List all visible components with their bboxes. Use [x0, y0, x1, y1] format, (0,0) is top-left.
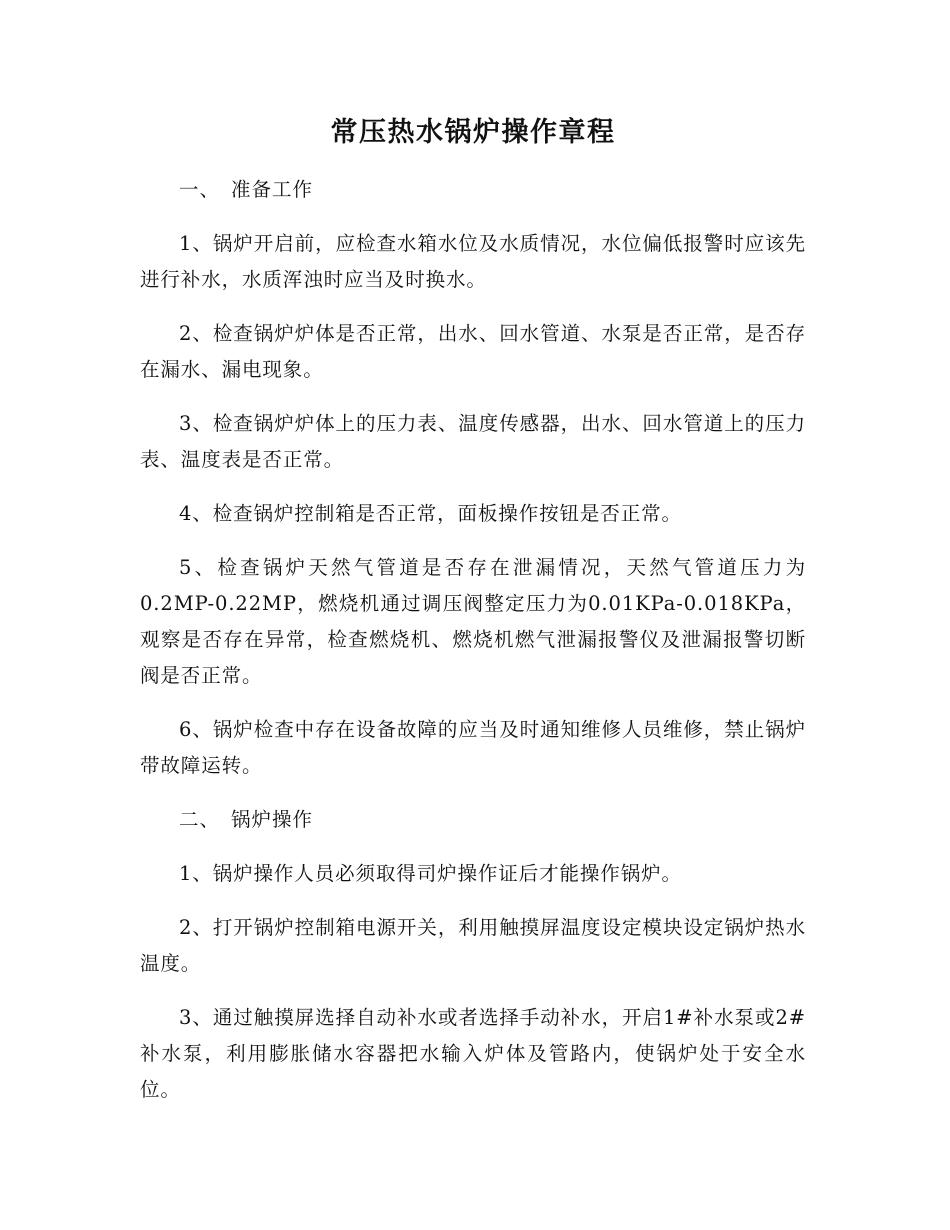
document-page — [140, 108, 806, 1126]
section-preparation — [140, 172, 806, 784]
paragraph: 1、锅炉开启前，应检查水箱水位及水质情况，水位偏低报警时应该先进行补水，水质浑浊时应当及时换水。 — [140, 232, 806, 291]
section-heading — [140, 802, 806, 838]
paragraph: 2、打开锅炉控制箱电源开关，利用触摸屏温度设定模块设定锅炉热水温度。 — [140, 916, 806, 975]
section-heading — [140, 172, 806, 208]
paragraph: 1、锅炉操作人员必须取得司炉操作证后才能操作锅炉。 — [179, 862, 682, 885]
section-title: 准备工作 — [231, 178, 314, 201]
paragraph: 3、检查锅炉炉体上的压力表、温度传感器，出水、回水管道上的压力表、温度表是否正常。 — [140, 412, 806, 471]
paragraph: 5、检查锅炉天然气管道是否存在泄漏情况，天然气管道压力为0.2MP-0.22MP，燃烧机通过调压阀整定压力为0.01KPa-0.018KPa，观察是否存在异常，检查燃烧机、燃烧机燃气泄漏报警仪及泄漏报警切断阀是否正常。 — [140, 556, 806, 687]
paragraph: 3、通过触摸屏选择自动补水或者选择手动补水，开启1#补水泵或2#补水泵，利用膨胀储水容器把水输入炉体及管路内，使锅炉处于安全水位。 — [140, 1006, 806, 1101]
section-number: 一、 — [179, 178, 221, 201]
paragraph: 4、检查锅炉控制箱是否正常，面板操作按钮是否正常。 — [179, 502, 682, 525]
document-title: 常压热水锅炉操作章程 — [330, 117, 616, 148]
section-number: 二、 — [179, 808, 221, 831]
section-title: 锅炉操作 — [231, 808, 314, 831]
section-operation — [140, 802, 806, 1108]
paragraph: 2、检查锅炉炉体是否正常，出水、回水管道、水泵是否正常，是否存在漏水、漏电现象。 — [140, 322, 806, 381]
paragraph: 6、锅炉检查中存在设备故障的应当及时通知维修人员维修，禁止锅炉带故障运转。 — [140, 718, 806, 777]
